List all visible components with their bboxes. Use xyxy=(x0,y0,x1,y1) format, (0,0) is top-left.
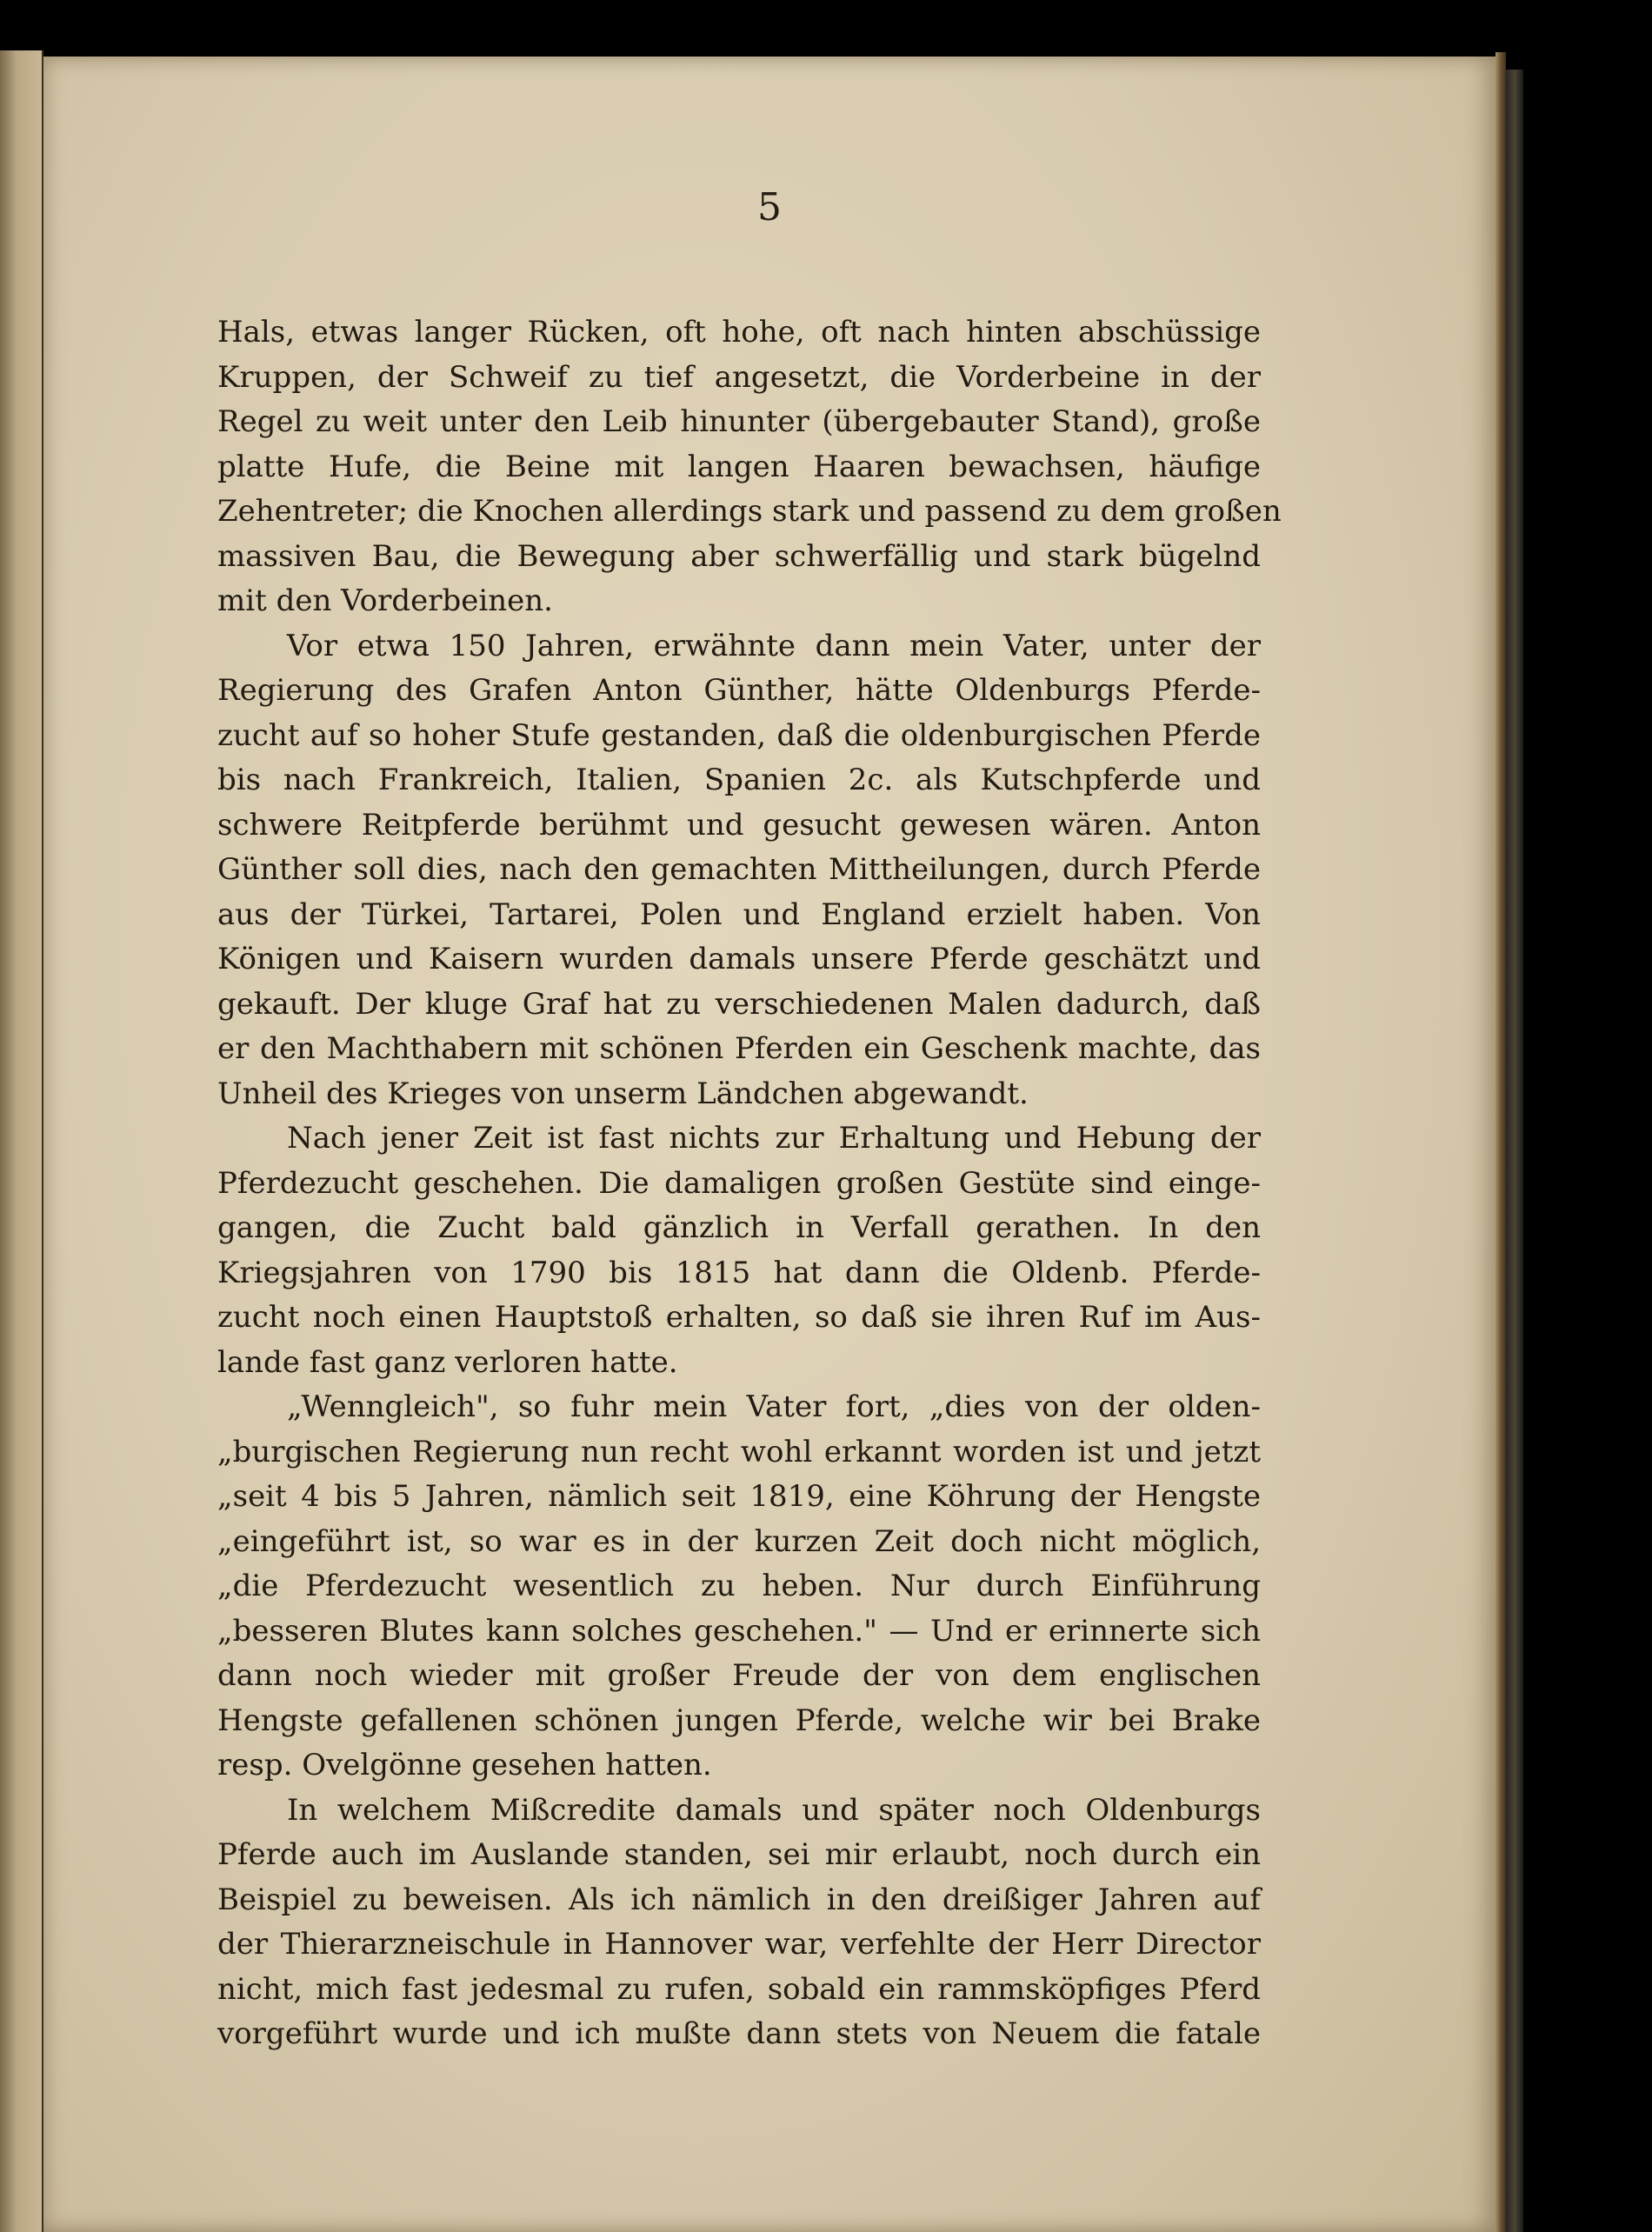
text-line: nicht, mich fast jedesmal zu rufen, sobald ein rammsköpfiges Pferd xyxy=(217,1971,1261,2007)
text-line: In welchem Mißcredite damals und später noch Oldenburgs xyxy=(287,1792,1261,1828)
text-line: dann noch wieder mit großer Freude der von dem englischen xyxy=(217,1658,1261,1693)
text-line: bis nach Frankreich, Italien, Spanien 2c. als Kutschpferde und xyxy=(217,763,1261,797)
text-line: gangen, die Zucht bald gänzlich in Verfall gerathen. In den xyxy=(217,1210,1261,1245)
text-line: „burgischen Regierung nun recht wohl erkannt worden ist und jetzt xyxy=(217,1434,1261,1469)
text-line: Vor etwa 150 Jahren, erwähnte dann mein Vater, unter der xyxy=(287,628,1261,663)
text-line: „seit 4 bis 5 Jahren, nämlich seit 1819, eine Köhrung der Hengste xyxy=(217,1479,1261,1514)
book-spine-edge xyxy=(1495,52,1506,2232)
page-number: 5 xyxy=(757,185,782,230)
text-line: „besseren Blutes kann solches geschehen." — Und er erinnerte sich xyxy=(217,1613,1261,1649)
text-line: Pferde auch im Auslande standen, sei mir erlaubt, noch durch ein xyxy=(217,1837,1261,1872)
text-line: vorgeführt wurde und ich mußte dann stets von Neuem die fatale xyxy=(217,2016,1261,2051)
text-line: mit den Vorderbeinen. xyxy=(217,583,553,618)
book-cover-edge xyxy=(1506,70,1523,2232)
text-line: aus der Türkei, Tartarei, Polen und England erzielt haben. Von xyxy=(217,896,1261,932)
text-line: „eingeführt ist, so war es in der kurzen Zeit doch nicht möglich, xyxy=(217,1523,1261,1559)
text-line: zucht auf so hoher Stufe gestanden, daß die oldenburgischen Pferde xyxy=(217,717,1261,753)
text-line: gekauft. Der kluge Graf hat zu verschiedenen Malen dadurch, daß xyxy=(217,986,1261,1022)
text-line: Günther soll dies, nach den gemachten Mittheilungen, durch Pferde xyxy=(217,852,1261,887)
text-line: platte Hufe, die Beine mit langen Haaren bewachsen, häufige xyxy=(217,449,1261,484)
book-page xyxy=(43,57,1495,2232)
text-line: Pferdezucht geschehen. Die damaligen großen Gestüte sind einge- xyxy=(217,1165,1261,1201)
text-line: „Wenngleich", so fuhr mein Vater fort, „dies von der olden- xyxy=(287,1389,1261,1424)
text-line: Hals, etwas langer Rücken, oft hohe, oft nach hinten abschüssige xyxy=(217,315,1261,350)
text-line: lande fast ganz verloren hatte. xyxy=(217,1344,678,1380)
scan-left-edge xyxy=(0,50,43,2232)
text-line: Unheil des Krieges von unserm Ländchen abgewandt. xyxy=(217,1076,1029,1111)
text-line: er den Machthabern mit schönen Pferden ein Geschenk machte, das xyxy=(217,1031,1261,1066)
text-line: resp. Ovelgönne gesehen hatten. xyxy=(217,1748,712,1782)
text-line: Beispiel zu beweisen. Als ich nämlich in den dreißiger Jahren auf xyxy=(217,1882,1261,1917)
text-line: Königen und Kaisern wurden damals unsere Pferde geschätzt und xyxy=(217,942,1261,976)
text-line: „die Pferdezucht wesentlich zu heben. Nur durch Einführung xyxy=(217,1569,1261,1603)
text-line: Kriegsjahren von 1790 bis 1815 hat dann die Oldenb. Pferde- xyxy=(217,1255,1261,1290)
text-line: Hengste gefallenen schönen jungen Pferde, welche wir bei Brake xyxy=(217,1702,1261,1738)
text-line: Regierung des Grafen Anton Günther, hätte Oldenburgs Pferde- xyxy=(217,673,1261,708)
body-text xyxy=(217,310,1282,2057)
text-line: Zehentreter; die Knochen allerdings stark und passend zu dem großen xyxy=(217,494,1282,529)
text-line: Regel zu weit unter den Leib hinunter (übergebauter Stand), große xyxy=(217,404,1261,439)
text-line: Nach jener Zeit ist fast nichts zur Erhaltung und Hebung der xyxy=(287,1121,1261,1156)
text-line: massiven Bau, die Bewegung aber schwerfällig und stark bügelnd xyxy=(217,538,1261,574)
text-line: schwere Reitpferde berühmt und gesucht gewesen wären. Anton xyxy=(217,807,1261,843)
text-line: zucht noch einen Hauptstoß erhalten, so daß sie ihren Ruf im Aus- xyxy=(217,1300,1261,1335)
text-line: Kruppen, der Schweif zu tief angesetzt, die Vorderbeine in der xyxy=(217,359,1261,395)
text-line: der Thierarzneischule in Hannover war, verfehlte der Herr Director xyxy=(217,1927,1261,1962)
